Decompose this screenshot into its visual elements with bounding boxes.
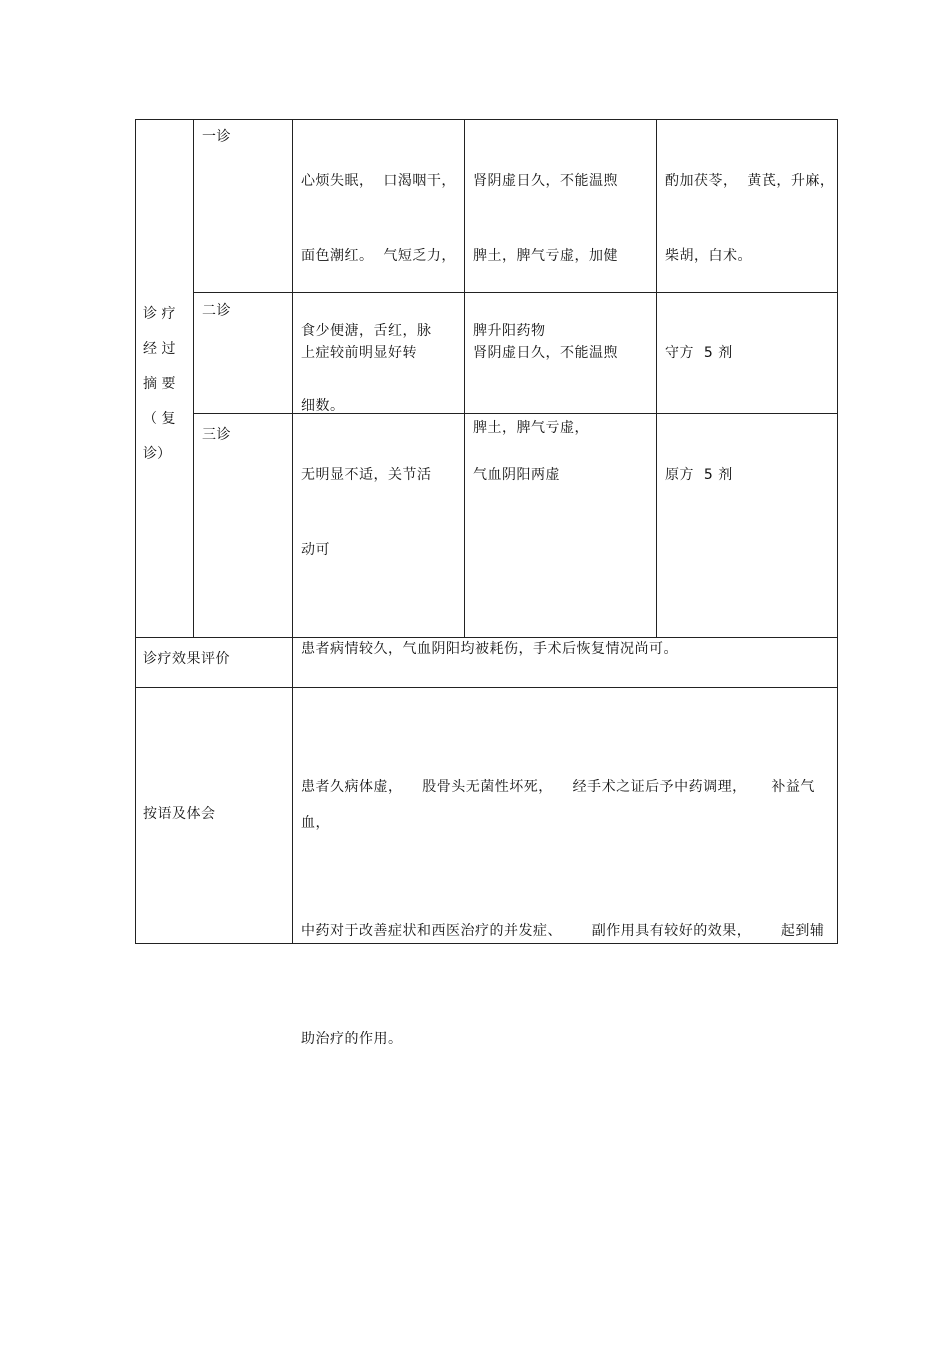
visit-name: 三诊: [202, 427, 231, 443]
visit-symptoms: [301, 413, 463, 588]
visit-diagnosis: [473, 413, 655, 513]
prescription-line: 原方 5 剂: [665, 467, 733, 483]
section-label: [143, 297, 191, 472]
symptom-line: 上症较前明显好转: [301, 345, 417, 361]
table-left-border: [135, 119, 136, 944]
diagnosis-line: 脾土，脾气亏虚，加健: [473, 248, 618, 264]
commentary-line: 患者久病体虚， 股骨头无菌性坏死， 经手术之证后予中药调理， 补益气血，: [301, 779, 815, 831]
section-label-line: 诊 疗: [143, 306, 176, 322]
col-divider-1: [193, 119, 194, 637]
commentary-line: 中药对于改善症状和西医治疗的并发症、 副作用具有较好的效果， 起到辅: [301, 923, 825, 939]
section-label-line: 经 过: [143, 341, 176, 357]
symptom-line: 无明显不适，关节活: [301, 467, 432, 483]
symptom-line: 面色潮红。 气短乏力，: [301, 248, 456, 264]
symptom-line: 食少便溏，舌红，脉: [301, 323, 432, 339]
section-label-line: 诊）: [143, 446, 171, 462]
table-right-border: [837, 119, 838, 944]
col-divider-4: [656, 119, 657, 637]
commentary-label: 按语及体会: [143, 806, 216, 822]
visit-name: 一诊: [202, 129, 231, 145]
visit-symptoms: [301, 291, 463, 391]
visit-symptoms: [301, 119, 463, 444]
visit-prescription: [665, 413, 836, 513]
commentary-line: 助治疗的作用。: [301, 1031, 403, 1047]
commentary-text: [301, 697, 836, 1093]
visit-name: 二诊: [202, 303, 231, 319]
evaluation-label: 诊疗效果评价: [143, 651, 230, 667]
diagnosis-line: 脾土，脾气亏虚，: [473, 420, 589, 436]
col-divider-2: [292, 119, 293, 944]
visit-prescription: [665, 119, 836, 294]
prescription-line: 柴胡，白术。: [665, 248, 752, 264]
visit-prescription: [665, 291, 836, 391]
prescription-line: 酌加茯苓， 黄芪，升麻，: [665, 173, 835, 189]
prescription-line: 守方 5 剂: [665, 345, 733, 361]
evaluation-text: 患者病情较久，气血阴阳均被耗伤，手术后恢复情况尚可。: [301, 641, 678, 657]
diagnosis-line: 气血阴阳两虚: [473, 467, 560, 483]
symptom-line: 细数。: [301, 398, 345, 414]
diagnosis-line: 肾阴虚日久，不能温煦: [473, 345, 618, 361]
row-divider-4: [135, 687, 838, 688]
diagnosis-line: 脾升阳药物: [473, 323, 546, 339]
section-label-line: 摘 要: [143, 376, 176, 392]
diagnosis-line: 肾阴虚日久，不能温煦: [473, 173, 618, 189]
symptom-line: 动可: [301, 542, 330, 558]
col-divider-3: [464, 119, 465, 637]
section-label-line: （ 复: [143, 411, 176, 427]
symptom-line: 心烦失眠， 口渴咽干，: [301, 173, 456, 189]
